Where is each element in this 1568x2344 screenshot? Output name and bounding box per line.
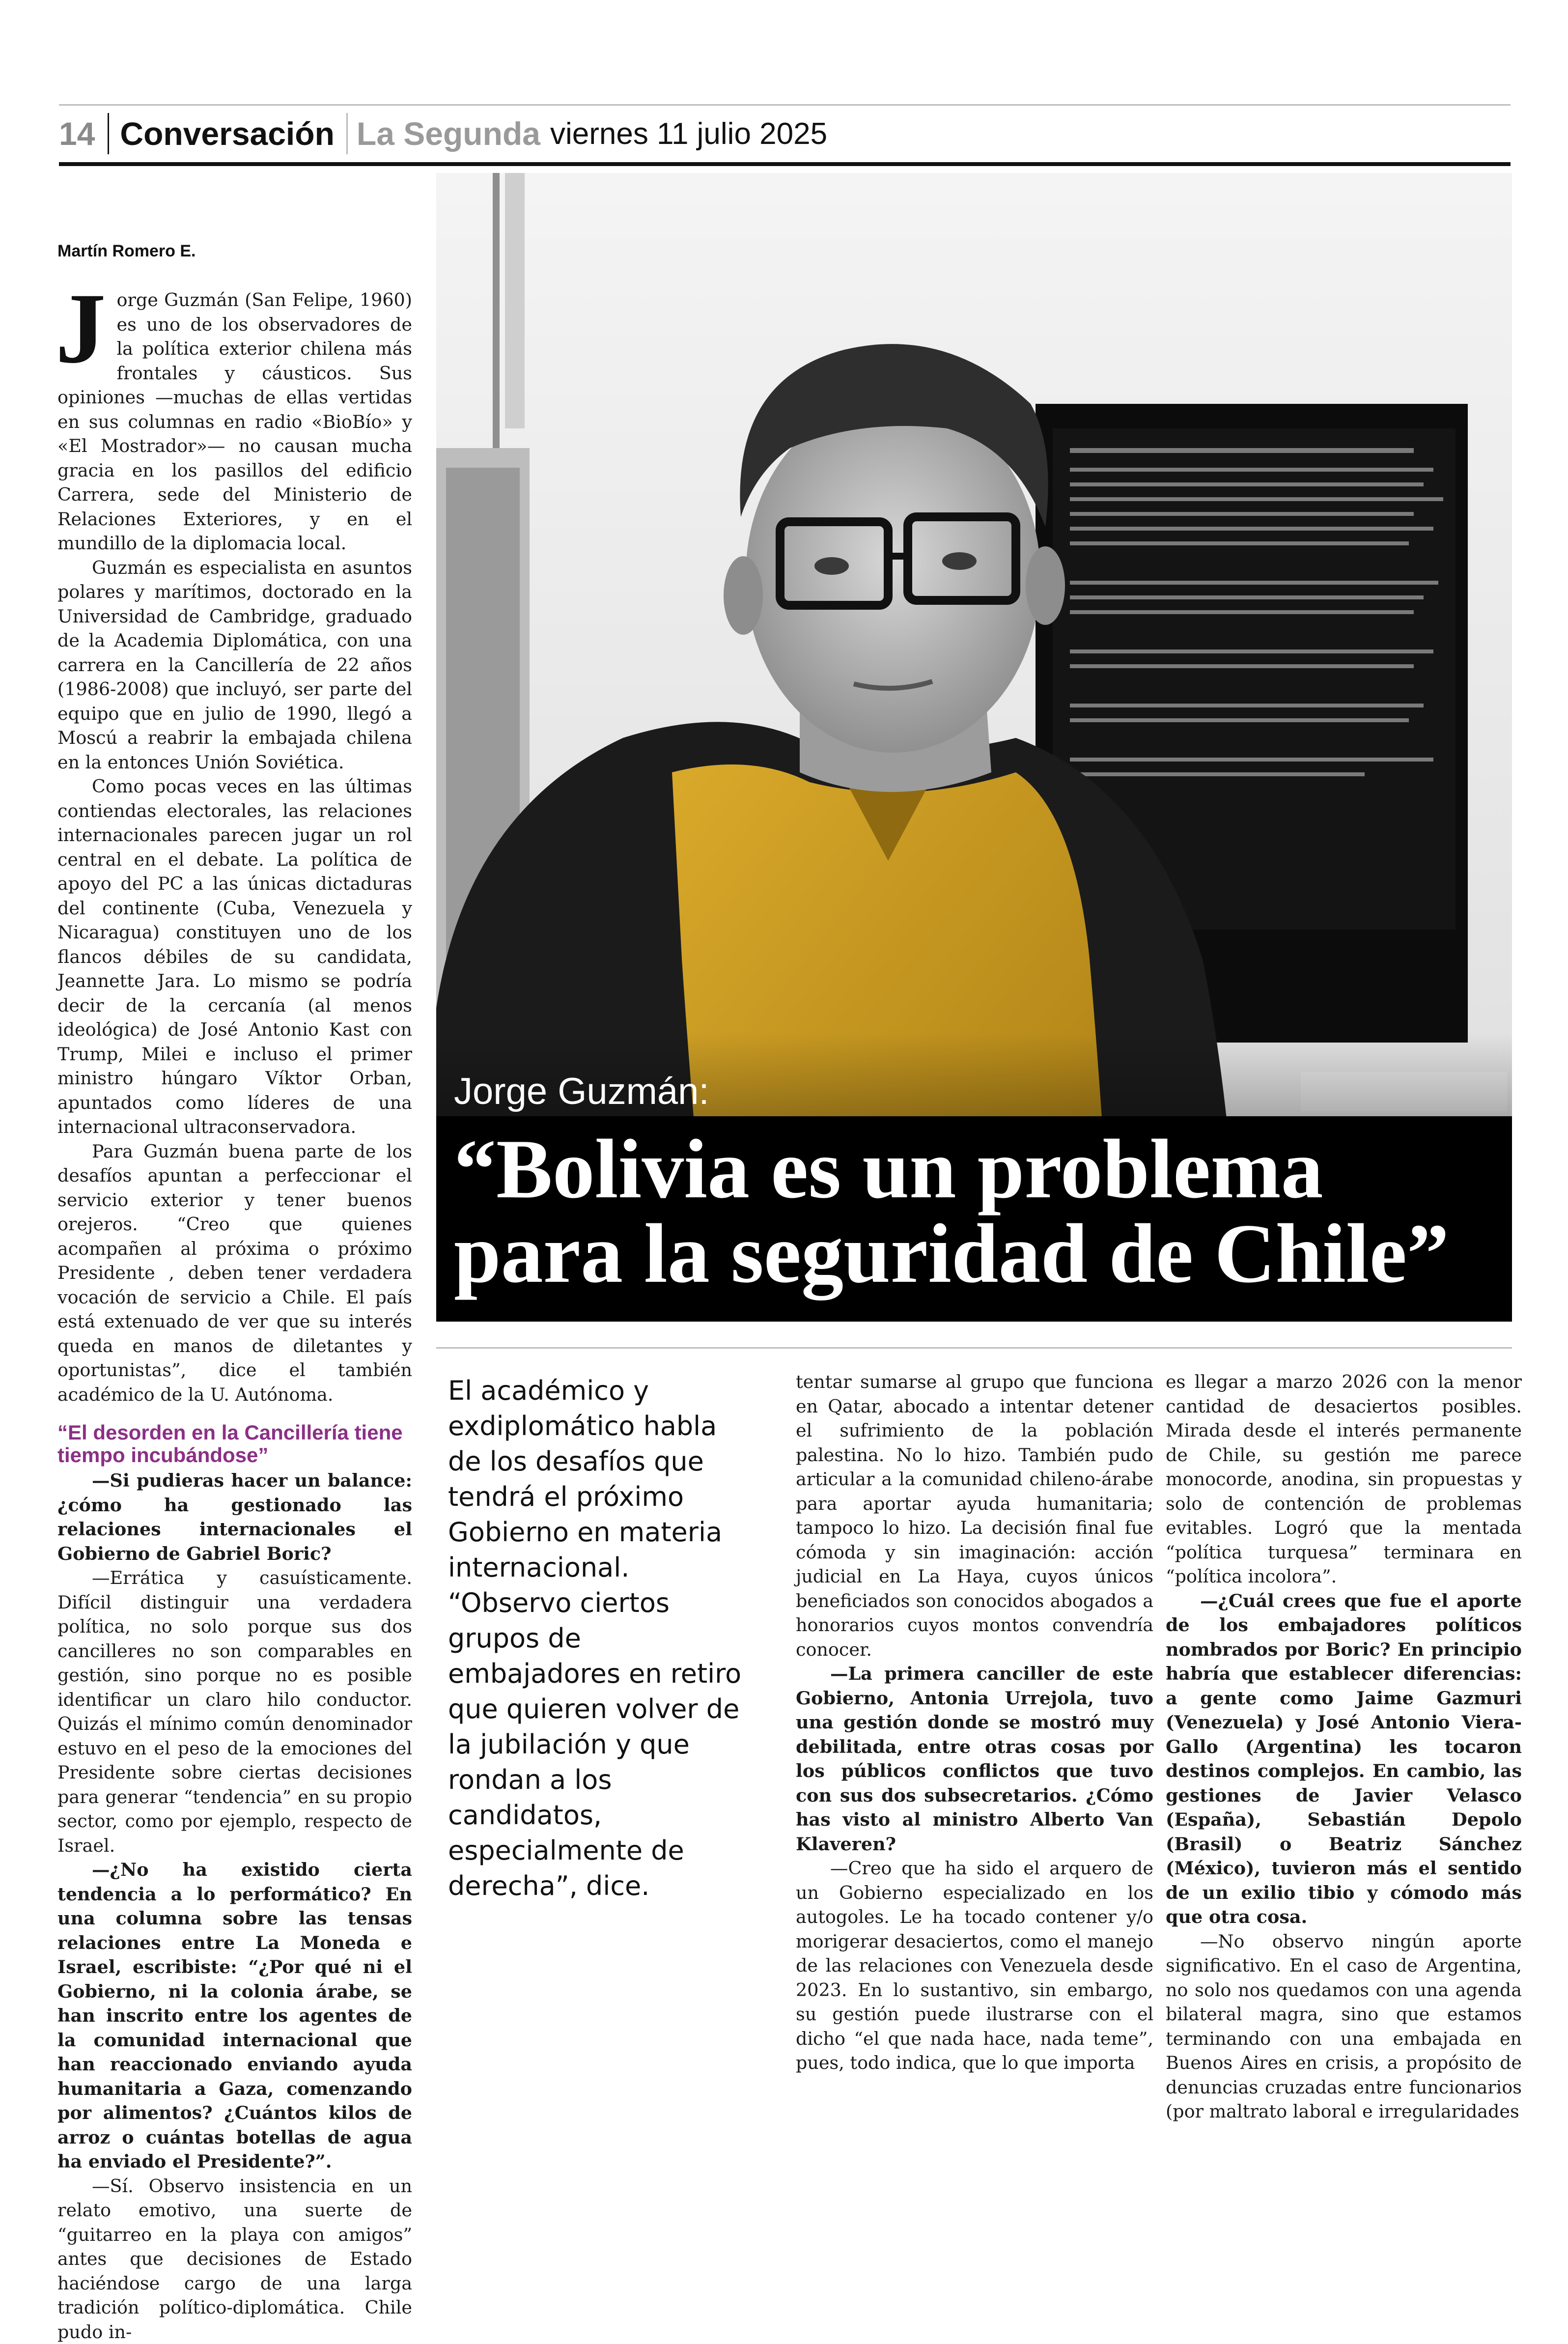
standfirst-line: exdiplomático habla: [448, 1409, 743, 1444]
interview-answer: —Sí. Observo insistencia en un relato emotivo, una suerte de “guitarreo en la playa con amigos” antes que decisiones de Estado haciéndose cargo de una larga tradición político-diplomática. Chile pudo in-: [57, 2174, 412, 2344]
interview-question: —¿Cuál crees que fue el aporte de los embajadores políticos nombrados por Boric? En principio habría que establecer diferencias: a gente como Jaime Gazmuri (Venezuela) y José Antonio Viera-Gallo (Argentina) les tocaron destinos complejos. En cambio, las gestiones de Javier Velasco (España), Sebastián Depolo (Brasil) o Beatriz Sánchez (México), tuvieron más el sentido de un exilio tibio y cómodo más que otra cosa.: [1166, 1589, 1522, 1929]
standfirst-line: El académico y: [448, 1373, 743, 1409]
newspaper-name: La Segunda: [357, 115, 550, 152]
section-rule: [436, 1347, 1512, 1349]
interview-answer: —Errática y casuísticamente. Difícil distinguir una verdadera política, no solo porque sus dos cancilleres no son comparables en gestión, sino porque no es posible identificar un claro hilo conductor. Quizás el mínimo común denominador estuvo en el peso de la emociones del Presidente sobre ciertas decisiones para generar “tendencia” en su propio sector, como por ejemplo, respecto de Israel.: [57, 1566, 412, 1858]
interview-answer: —Creo que ha sido el arquero de un Gobierno especializado en los autogoles. Le ha tocado contener y/o morigerar desaciertos, como el manejo de las relaciones con Venezuela desde 2023. En lo sustantivo, sin embargo, su gestión puede ilustrarse con el dicho “el que nada hace, nada teme”, pues, todo indica, que lo que importa: [796, 1856, 1153, 2075]
standfirst-line: tendrá el próximo: [448, 1479, 743, 1515]
standfirst-line: la jubilación y que: [448, 1727, 743, 1762]
page-number: 14: [59, 115, 108, 152]
section-name: Conversación: [120, 115, 346, 152]
interview-answer: —No observo ningún aporte significativo. En el caso de Argentina, no solo nos quedamos con una agenda bilateral magra, sino que estamos terminando con una embajada en Buenos Aires en crisis, a propósito de denuncias cruzadas entre funcionarios (por maltrato laboral e irregularidades: [1166, 1929, 1522, 2124]
lead-photo: [436, 173, 1512, 1322]
standfirst-line: internacional.: [448, 1550, 743, 1585]
article-column-3: [1166, 1370, 1522, 2124]
standfirst-line: que quieren volver de: [448, 1692, 743, 1727]
standfirst-line: Gobierno en materia: [448, 1515, 743, 1550]
standfirst: [448, 1373, 743, 1904]
headline-line: para la seguridad de Chile”: [454, 1212, 1449, 1296]
article-column-2: [796, 1370, 1153, 2075]
paragraph: es llegar a marzo 2026 con la menor cantidad de desaciertos posibles. Mirada desde el interés permanente de Chile, su gestión me parece monocorde, anodina, sin propuestas y solo de contención de problemas evitables. Logró que la mentada “política turquesa” terminara en “política incolora”.: [1166, 1370, 1522, 1589]
article-column-1: [57, 288, 412, 2344]
byline: Martín Romero E.: [57, 242, 196, 261]
subheading: “El desorden en la Cancillería tiene tiempo incubándose”: [57, 1421, 412, 1467]
issue-date: viernes 11 julio 2025: [550, 116, 827, 151]
masthead-divider-light: [346, 113, 348, 154]
standfirst-line: grupos de: [448, 1621, 743, 1656]
interview-question: —Si pudieras hacer un balance: ¿cómo ha gestionado las relaciones internacionales el Gobierno de Gabriel Boric?: [57, 1469, 412, 1566]
drop-cap: J: [56, 292, 106, 366]
standfirst-line: de los desafíos que: [448, 1444, 743, 1479]
interview-question: —¿No ha existido cierta tendencia a lo performático? En una columna sobre las tensas relaciones entre La Moneda e Israel, escribiste: “¿Por qué ni el Gobierno, ni la colonia árabe, se han inscrito entre los agentes de la comunidad internacional que han reaccionado enviando ayuda humanitaria a Gaza, comenzando por alimentos? ¿Cuántos kilos de arroz o cuántas botellas de agua ha enviado el Presidente?”.: [57, 1858, 412, 2174]
standfirst-line: especialmente de: [448, 1833, 743, 1868]
top-rule: [59, 104, 1511, 106]
standfirst-line: candidatos,: [448, 1798, 743, 1833]
paragraph: Guzmán es especialista en asuntos polares y marítimos, doctorado en la Universidad de Cambridge, graduado de la Academia Diplomática, con una carrera en la Cancillería de 22 años (1986-2008) que incluyó, ser parte del equipo que en julio de 1990, llegó a Moscú a reabrir la embajada chilena en la entonces Unión Soviética.: [57, 556, 412, 775]
headline: [454, 1127, 1449, 1296]
standfirst-line: derecha”, dice.: [448, 1868, 743, 1904]
standfirst-line: embajadores en retiro: [448, 1656, 743, 1692]
interview-question: —La primera canciller de este Gobierno, Antonia Urrejola, tuvo una gestión donde se mostró muy debilitada, entre otras cosas por los públicos conflictos que tuvo con sus dos subsecretarios. ¿Cómo has visto al ministro Alberto Van Klaveren?: [796, 1662, 1153, 1856]
paragraph: Para Guzmán buena parte de los desafíos apuntan a perfeccionar el servicio exterior y tener buenos orejeros. “Creo que quienes acompañen al próxima o próximo Presidente , deben tener verdadera vocación de servicio a Chile. El país está extenuado de ver que su interés queda en manos de diletantes y oportunistas”, dice el también académico de la U. Autónoma.: [57, 1139, 412, 1407]
standfirst-line: “Observo ciertos: [448, 1585, 743, 1621]
paragraph: Como pocas veces en las últimas contiendas electorales, las relaciones internacionales parecen jugar un rol central en el debate. La política de apoyo del PC a las únicas dictaduras del continente (Cuba, Venezuela y Nicaragua) constituyen uno de los flancos débiles de su candidata, Jeannette Jara. Lo mismo se podría decir de la cercanía (al menos ideológica) de José Antonio Kast con Trump, Milei e incluso el primer ministro húngaro Víktor Orban, apuntados como líderes de una internacional ultraconservadora.: [57, 774, 412, 1139]
masthead-divider: [108, 113, 109, 154]
masthead: [59, 109, 827, 158]
headline-kicker: Jorge Guzmán:: [454, 1070, 709, 1113]
paragraph: tentar sumarse al grupo que funciona en Qatar, abocado a intentar detener el sufrimiento de la población palestina. No lo hizo. También pudo articular a la comunidad chileno-árabe para aportar ayuda humanitaria; tampoco lo hizo. La decisión final fue cómoda y sin imaginación: acción judicial en La Haya, cuyos únicos beneficiados son conocidos abogados a honorarios cuyos montos convendría conocer.: [796, 1370, 1153, 1662]
standfirst-line: rondan a los: [448, 1762, 743, 1798]
masthead-rule: [59, 162, 1511, 166]
headline-line: “Bolivia es un problema: [454, 1127, 1449, 1212]
paragraph: orge Guzmán (San Felipe, 1960) es uno de los observadores de la política exterior chilena más frontales y cáusticos. Sus opiniones —muchas de ellas vertidas en sus columnas en radio «BioBío» y «El Mostrador»— no causan mucha gracia en los pasillos del edificio Carrera, sede del Ministerio de Relaciones Exteriores, y en el mundillo de la diplomacia local.: [57, 288, 412, 556]
